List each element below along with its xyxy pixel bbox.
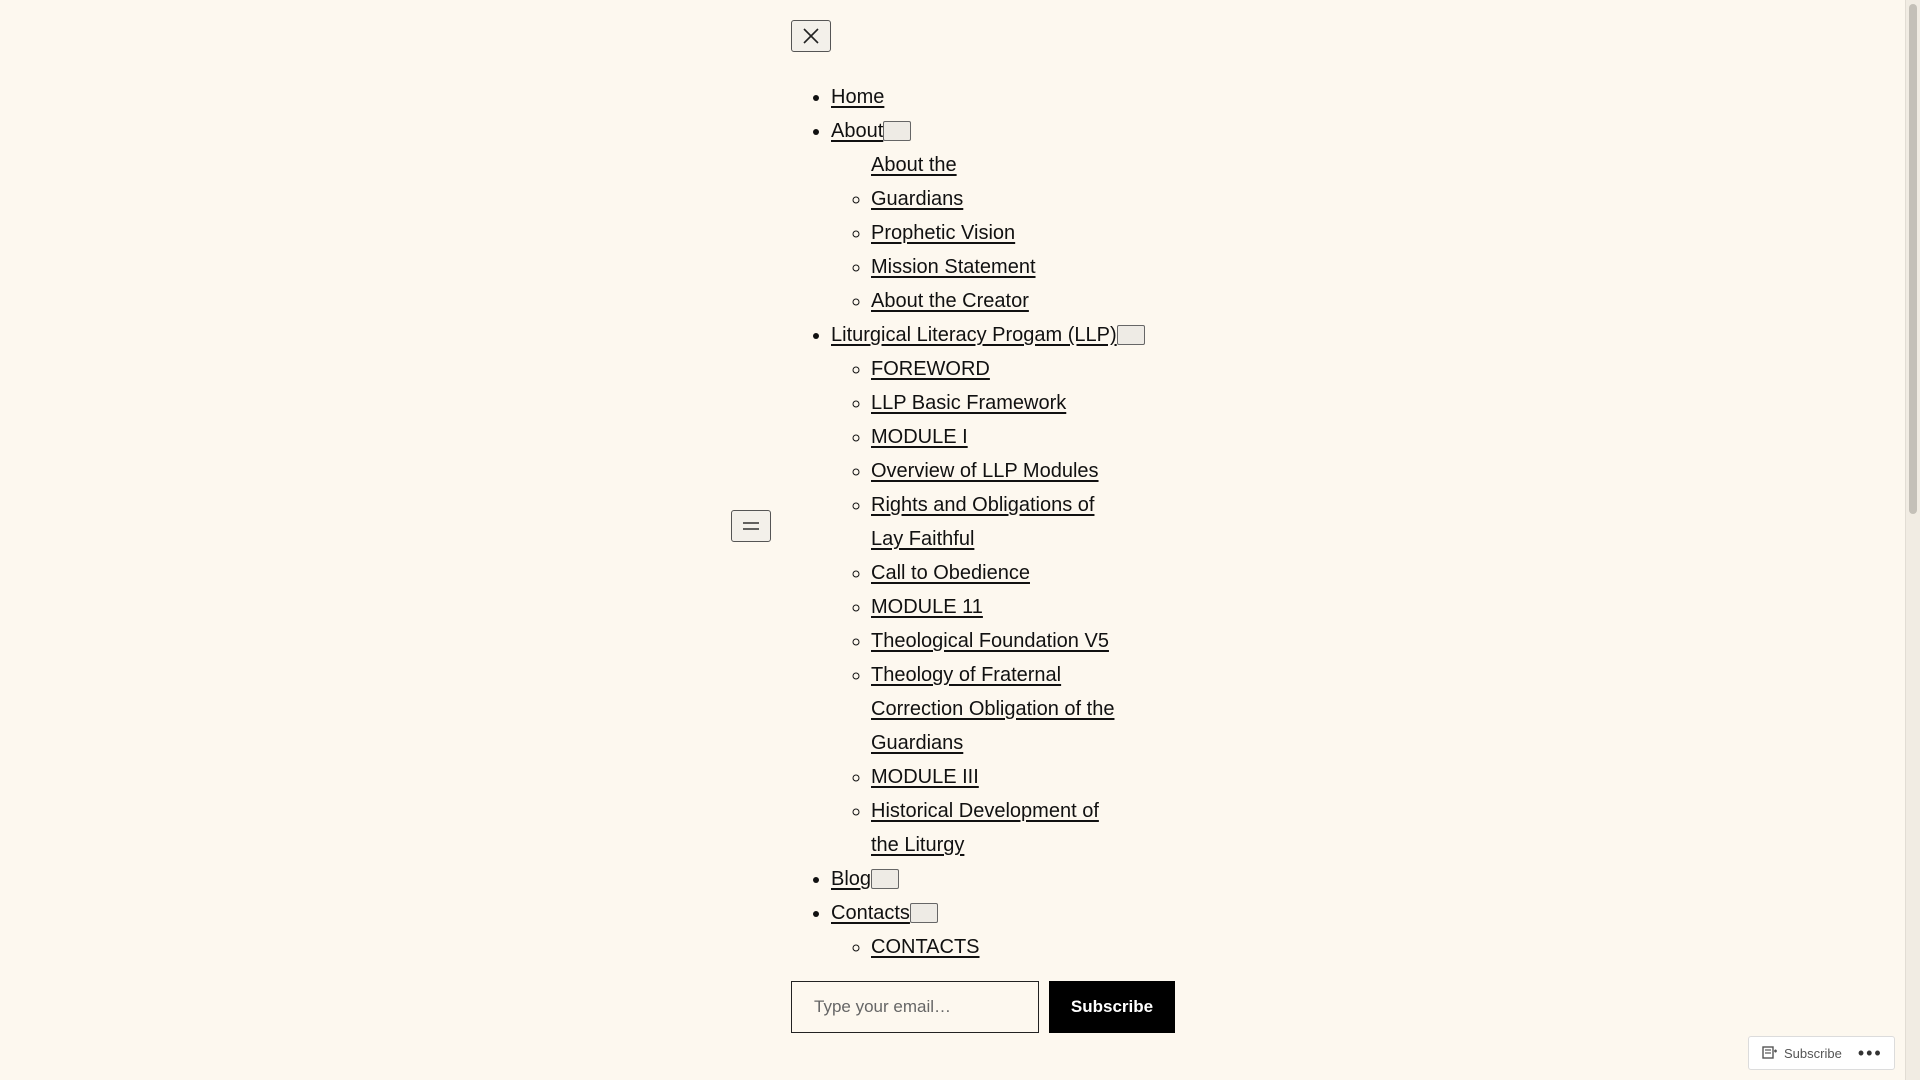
blog-submenu-toggle[interactable]: [871, 869, 899, 889]
nav-link-module-11[interactable]: MODULE 11: [871, 596, 983, 618]
list-item: [871, 930, 1116, 964]
list-item: [871, 386, 1116, 420]
nav-link-llp-framework[interactable]: LLP Basic Framework: [871, 392, 1067, 414]
close-menu-button[interactable]: [791, 20, 831, 52]
open-menu-button[interactable]: [731, 510, 771, 542]
nav-link-call-obedience[interactable]: Call to Obedience: [871, 562, 1030, 584]
floating-subscribe-label: Subscribe: [1784, 1045, 1842, 1061]
list-item: [871, 250, 1116, 284]
nav-link-fraternal-correction[interactable]: Theology of Fraternal Correction Obligation of the Guardians: [871, 664, 1115, 754]
about-submenu: [831, 148, 1116, 318]
nav-item-contacts: [831, 896, 1191, 964]
contacts-submenu: [831, 930, 1116, 964]
list-item: [871, 488, 1116, 556]
list-item: [871, 352, 1116, 386]
list-item: [871, 216, 1116, 250]
reader-icon: [1762, 1046, 1778, 1060]
nav-link-contacts[interactable]: Contacts: [831, 902, 910, 924]
page-scrollbar[interactable]: [1905, 0, 1920, 1080]
nav-link-about-creator[interactable]: About the Creator: [871, 290, 1029, 312]
subscribe-form: [791, 981, 1175, 1033]
floating-subscribe-bar: [1748, 1036, 1895, 1070]
nav-item-home: [831, 80, 1191, 114]
nav-link-module-3[interactable]: MODULE III: [871, 766, 979, 788]
list-item: [871, 420, 1116, 454]
list-item: [871, 658, 1116, 760]
nav-link-llp[interactable]: Liturgical Literacy Progam (LLP): [831, 324, 1117, 346]
nav-link-about-guardians[interactable]: About the Guardians: [871, 154, 964, 210]
list-item: [871, 284, 1116, 318]
nav-link-about[interactable]: About: [831, 120, 884, 142]
nav-link-home[interactable]: Home: [831, 86, 885, 108]
nav-link-overview-modules[interactable]: Overview of LLP Modules: [871, 460, 1099, 482]
nav-item-about: [831, 114, 1191, 318]
floating-subscribe-button[interactable]: [1749, 1046, 1842, 1061]
nav-item-blog: [831, 862, 1191, 896]
menu-icon: [742, 519, 760, 533]
nav-link-contacts-page[interactable]: CONTACTS: [871, 936, 980, 958]
list-item: [871, 148, 1116, 216]
close-icon: [802, 27, 820, 45]
nav-link-theological-foundation[interactable]: Theological Foundation V5: [871, 630, 1109, 652]
nav-link-module-1[interactable]: MODULE I: [871, 426, 968, 448]
list-item: [871, 590, 1116, 624]
subscribe-button[interactable]: Subscribe: [1049, 981, 1175, 1033]
contacts-submenu-toggle[interactable]: [910, 903, 938, 923]
list-item: [871, 454, 1116, 488]
nav-link-rights-obligations[interactable]: Rights and Obligations of Lay Faithful: [871, 494, 1095, 550]
nav-item-llp: [831, 318, 1191, 862]
nav-link-prophetic-vision[interactable]: Prophetic Vision: [871, 222, 1016, 244]
nav-link-historical-development[interactable]: Historical Development of the Liturgy: [871, 800, 1099, 856]
nav-link-blog[interactable]: Blog: [831, 868, 872, 890]
list-item: [871, 760, 1116, 794]
llp-submenu: [831, 352, 1116, 862]
more-options-icon[interactable]: •••: [1857, 1043, 1883, 1063]
main-navigation: [791, 80, 1191, 964]
about-submenu-toggle[interactable]: [883, 121, 911, 141]
nav-link-foreword[interactable]: FOREWORD: [871, 358, 990, 380]
email-input[interactable]: [791, 981, 1039, 1033]
nav-link-mission-statement[interactable]: Mission Statement: [871, 256, 1036, 278]
list-item: [871, 794, 1116, 862]
list-item: [871, 624, 1116, 658]
nav-list: [791, 80, 1191, 964]
list-item: [871, 556, 1116, 590]
scrollbar-thumb[interactable]: [1909, 4, 1917, 514]
llp-submenu-toggle[interactable]: [1117, 325, 1145, 345]
